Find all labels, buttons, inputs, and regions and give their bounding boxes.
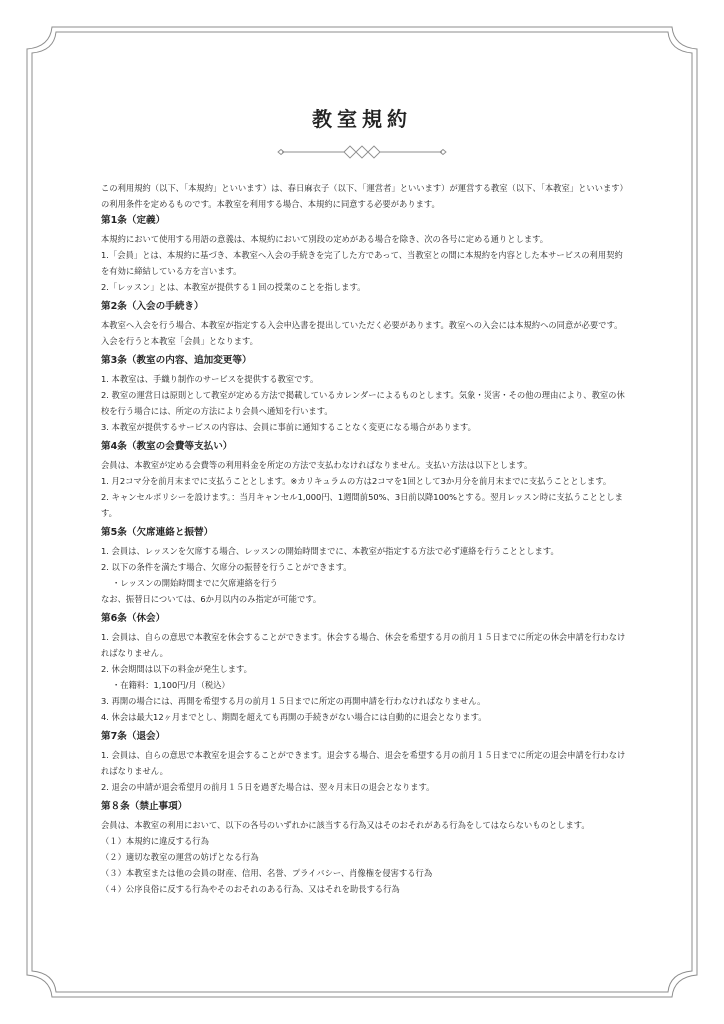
article-line: 1. 会員は、自らの意思で本教室を退会することができます。退会する場合、退会を希望する月の前月１５日までに所定の退会申請を行わなければなりません。 <box>101 750 626 776</box>
article-heading: 第5条（欠席連絡と振替） <box>101 527 214 538</box>
article-line: 本規約において使用する用語の意義は、本規約において別段の定めがある場合を除き、次の各号に定める通りとします。 <box>101 234 549 244</box>
article-heading: 第7条（退会） <box>101 731 166 742</box>
article-heading: 第2条（入会の手続き） <box>101 301 204 312</box>
article-4 <box>101 438 629 521</box>
article-line: 2. 以下の条件を満たす場合、欠席分の振替を行うことができます。 <box>101 562 352 572</box>
article-5 <box>101 524 629 607</box>
article-line: ・レッスンの開始時間までに欠席連絡を行う <box>112 578 278 588</box>
article-line: 3. 本教室が提供するサービスの内容は、会員に事前に通知することなく変更になる場合があります。 <box>101 422 476 432</box>
article-line: 1. 本教室は、手織り制作のサービスを提供する教室です。 <box>101 374 319 384</box>
article-line: ・在籍料：1,100円/月（税込） <box>112 680 230 690</box>
article-line: 1. 月2コマ分を前月末までに支払うこととします。※カリキュラムの方は2コマを1回として3か月分を前月末までに支払うこととします。 <box>101 476 612 486</box>
article-line: （３）本教室または他の会員の財産、信用、名誉、プライバシー、肖像権を侵害する行為 <box>101 868 433 878</box>
article-heading: 第6条（休会） <box>101 613 166 624</box>
article-heading: 第1条（定義） <box>101 215 166 226</box>
article-line: 3. 再開の場合には、再開を希望する月の前月１５日までに所定の再開申請を行わなければなりません。 <box>101 696 486 706</box>
article-line: 会員は、本教室が定める会費等の利用料金を所定の方法で支払わなければなりません。支払い方法は以下とします。 <box>101 460 533 470</box>
title-ornament <box>276 143 448 161</box>
article-line: （４）公序良俗に反する行為やそのおそれのある行為、又はそれを助長する行為 <box>101 884 400 894</box>
article-heading: 第８条（禁止事項） <box>101 801 188 812</box>
article-2 <box>101 298 629 349</box>
article-7 <box>101 728 629 795</box>
article-line: 本教室へ入会を行う場合、本教室が指定する入会申込書を提出していただく必要があります。教室への入会には本規約への同意が必要です。入会を行うと本教室「会員」となります。 <box>101 320 623 346</box>
article-line: （１）本規約に違反する行為 <box>101 836 209 846</box>
article-line: 2. キャンセルポリシーを設けます。：当月キャンセル1,000円、1週間前50%、3日前以降100%とする。翌月レッスン時に支払うこととします。 <box>101 492 623 518</box>
article-3 <box>101 352 629 435</box>
article-6 <box>101 610 629 725</box>
article-line: 会員は、本教室の利用において、以下の各号のいずれかに該当する行為又はそのおそれがある行為をしてはならないものとします。 <box>101 820 590 830</box>
intro-paragraph: この利用規約（以下、「本規約」といいます）は、春日麻衣子（以下、「運営者」といいます）が運営する教室（以下、「本教室」といいます）の利用条件を定めるものです。本教室を利用する場合、本規約に同意する必要があります。 <box>101 183 628 209</box>
article-line: 1. 会員は、レッスンを欠席する場合、レッスンの開始時間までに、本教室が指定する方法で必ず連絡を行うこととします。 <box>101 546 559 556</box>
article-line: 2. 休会期間は以下の料金が発生します。 <box>101 664 252 674</box>
page-title: 教室規約 <box>312 107 412 131</box>
article-line: 1. 会員は、自らの意思で本教室を休会することができます。休会する場合、休会を希望する月の前月１５日までに所定の休会申請を行わなければなりません。 <box>101 632 626 658</box>
article-line: 2. 退会の申請が退会希望月の前月１５日を過ぎた場合は、翌々月末日の退会となります。 <box>101 782 435 792</box>
article-heading: 第4条（教室の会費等支払い） <box>101 441 233 452</box>
article-line: 4. 休会は最大12ヶ月までとし、期間を超えても再開の手続きがない場合には自動的に退会となります。 <box>101 712 487 722</box>
article-line: なお、振替日については、6か月以内のみ指定が可能です。 <box>101 594 322 604</box>
article-8 <box>101 798 629 897</box>
article-line: 2.「レッスン」とは、本教室が提供する１回の授業のことを指します。 <box>101 282 366 292</box>
article-line: 1.「会員」とは、本規約に基づき、本教室へ入会の手続きを完了した方であって、当教室との間に本規約を内容とした本サービスの利用契約を有効に締結している方を言います。 <box>101 250 623 276</box>
article-1 <box>101 212 629 295</box>
article-heading: 第3条（教室の内容、追加変更等） <box>101 355 252 366</box>
article-line: （２）適切な教室の運営の妨げとなる行為 <box>101 852 259 862</box>
article-line: 2. 教室の運営日は原則として教室が定める方法で掲載しているカレンダーによるものとします。気象・災害・その他の理由により、教室の休校を行う場合には、所定の方法により会員へ通知を行います。 <box>101 390 625 416</box>
terms-body <box>101 180 629 900</box>
